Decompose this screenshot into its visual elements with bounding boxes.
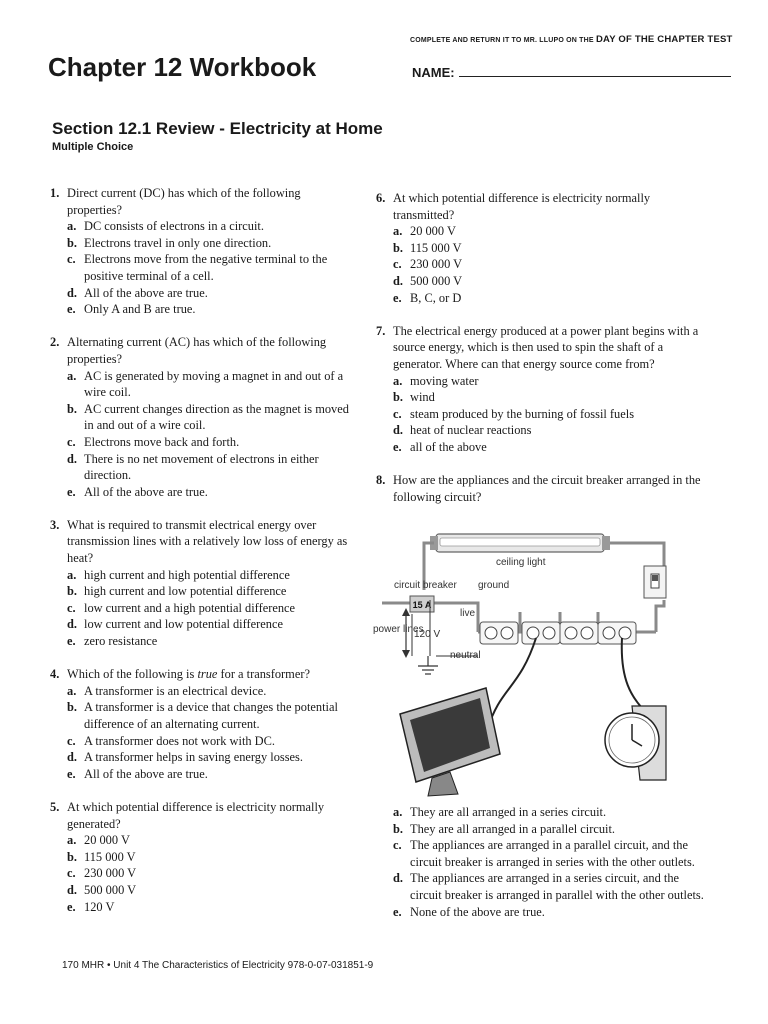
question-number: 7. bbox=[376, 323, 386, 338]
option: a. 20 000 V bbox=[393, 224, 456, 239]
clock-icon bbox=[605, 706, 666, 780]
option: a. They are all arranged in a series circuit. bbox=[393, 805, 607, 819]
option: d. 500 000 V bbox=[393, 273, 463, 288]
option: b. A transformer is a device that changes the potential difference of an alternating current. bbox=[67, 700, 338, 731]
question-text: At which potential difference is electricity normally generated? bbox=[67, 799, 325, 831]
question-1 bbox=[50, 185, 350, 318]
question-6 bbox=[376, 190, 711, 306]
outlet-icon bbox=[480, 622, 518, 644]
return-instructions bbox=[410, 34, 733, 45]
question-4 bbox=[50, 666, 350, 782]
question-3 bbox=[50, 517, 350, 650]
option: a. DC consists of electrons in a circuit. bbox=[67, 219, 264, 234]
option: a. high current and high potential difference bbox=[67, 567, 290, 582]
option: a. moving water bbox=[393, 373, 479, 388]
question-text: At which potential difference is electricity normally transmitted? bbox=[393, 191, 651, 222]
option: c. 230 000 V bbox=[393, 257, 463, 272]
emphasis-true: true bbox=[197, 667, 218, 682]
option: b. They are all arranged in a parallel circuit. bbox=[393, 821, 616, 836]
light-switch-icon bbox=[644, 566, 666, 598]
question-number: 6. bbox=[376, 191, 386, 205]
label-power-lines-1: power lines bbox=[373, 624, 424, 635]
option: a. 20 000 V bbox=[67, 833, 130, 848]
option: e. All of the above are true. bbox=[67, 484, 208, 499]
section-title: Section 12.1 Review - Electricity at Home bbox=[52, 119, 383, 138]
question-text: What is required to transmit electrical energy over transmission lines with a relatively low loss of energy as heat? bbox=[67, 517, 348, 566]
question-number: 8. bbox=[376, 473, 386, 488]
option: c. steam produced by the burning of fossil fuels bbox=[393, 406, 635, 421]
circuit-diagram bbox=[370, 528, 710, 798]
option: b. high current and low potential difference bbox=[67, 584, 287, 599]
ground-symbol-icon bbox=[418, 656, 438, 674]
question-number: 3. bbox=[50, 517, 60, 532]
option: c. 230 000 V bbox=[67, 866, 137, 881]
question-5 bbox=[50, 799, 350, 915]
question-text: How are the appliances and the circuit breaker arranged in the following circuit? bbox=[393, 473, 701, 504]
option: e. zero resistance bbox=[67, 634, 158, 649]
left-question-column bbox=[50, 185, 350, 932]
option: b. AC current changes direction as the magnet is moved in and out of a wire coil. bbox=[67, 401, 349, 433]
question-number: 2. bbox=[50, 335, 60, 350]
option: e. Only A and B are true. bbox=[67, 302, 196, 317]
question-2 bbox=[50, 334, 350, 500]
outlet-icon bbox=[560, 622, 598, 644]
option: c. Electrons move from the negative terminal to the positive terminal of a cell. bbox=[67, 252, 328, 283]
label-voltage: 120 V bbox=[414, 629, 441, 640]
question-8-options bbox=[393, 804, 711, 920]
option: d. All of the above are true. bbox=[67, 285, 208, 300]
breaker-rating: 15 A bbox=[412, 600, 432, 610]
option: c. The appliances are arranged in a parallel circuit, and the circuit breaker is arranged in series with the other outlets. bbox=[393, 838, 695, 869]
option: d. The appliances are arranged in a series circuit, and the circuit breaker is arranged in parallel with the other outlets. bbox=[393, 871, 704, 902]
option: b. Electrons travel in only one direction. bbox=[67, 235, 272, 250]
outlet-icon bbox=[598, 622, 636, 644]
option: c. low current and a high potential difference bbox=[67, 600, 296, 615]
name-field bbox=[412, 64, 731, 80]
return-instructions-emphasis: DAY OF THE CHAPTER TEST bbox=[595, 34, 733, 45]
option: e. all of the above bbox=[393, 439, 487, 454]
label-ceiling-light: ceiling light bbox=[496, 557, 546, 568]
question-8 bbox=[376, 472, 711, 505]
option: b. 115 000 V bbox=[393, 240, 462, 255]
label-circuit-breaker: circuit breaker bbox=[394, 580, 457, 591]
page-footer: 170 MHR • Unit 4 The Characteristics of Electricity 978-0-07-031851-9 bbox=[62, 960, 374, 971]
option: e. All of the above are true. bbox=[67, 766, 208, 781]
option: d. There is no net movement of electrons in either direction. bbox=[67, 451, 319, 483]
option: e. 120 V bbox=[67, 899, 115, 914]
option: e. B, C, or D bbox=[393, 290, 462, 305]
question-text: Direct current (DC) has which of the following properties? bbox=[67, 186, 301, 217]
page-title: Chapter 12 Workbook bbox=[48, 52, 317, 82]
option: c. A transformer does not work with DC. bbox=[67, 733, 275, 748]
option: e. None of the above are true. bbox=[393, 904, 545, 919]
return-instructions-small: COMPLETE AND RETURN IT TO MR. LLUPO ON THE bbox=[410, 37, 594, 44]
outlet-icon bbox=[522, 622, 560, 644]
question-text: Which of the following is true for a transformer? bbox=[67, 667, 310, 682]
question-number: 4. bbox=[50, 667, 60, 682]
question-text: The electrical energy produced at a power plant begins with a source energy, which is then used to spin the shaft of a generator. Where can that energy source come from? bbox=[393, 323, 699, 371]
question-number: 1. bbox=[50, 186, 60, 200]
option: b. wind bbox=[393, 390, 435, 405]
right-question-column bbox=[376, 190, 711, 522]
option: c. Electrons move back and forth. bbox=[67, 434, 240, 449]
name-label: NAME: bbox=[412, 65, 455, 80]
option: d. heat of nuclear reactions bbox=[393, 423, 532, 438]
option: a. AC is generated by moving a magnet in and out of a wire coil. bbox=[67, 368, 344, 400]
label-neutral: neutral bbox=[450, 650, 481, 661]
label-live: live bbox=[460, 608, 476, 619]
question-text: Alternating current (AC) has which of the following properties? bbox=[67, 335, 327, 366]
option: d. 500 000 V bbox=[67, 882, 137, 897]
section-subtitle: Multiple Choice bbox=[52, 141, 134, 153]
ceiling-light-icon bbox=[430, 534, 610, 552]
option: a. A transformer is an electrical device. bbox=[67, 683, 267, 698]
name-blank-line[interactable] bbox=[459, 64, 731, 77]
option: d. low current and low potential difference bbox=[67, 617, 283, 632]
option: b. 115 000 V bbox=[67, 849, 136, 864]
label-ground: ground bbox=[478, 580, 510, 591]
option: d. A transformer helps in saving energy losses. bbox=[67, 750, 303, 765]
question-number: 5. bbox=[50, 799, 60, 814]
question-7 bbox=[376, 323, 711, 456]
television-icon bbox=[400, 688, 500, 796]
